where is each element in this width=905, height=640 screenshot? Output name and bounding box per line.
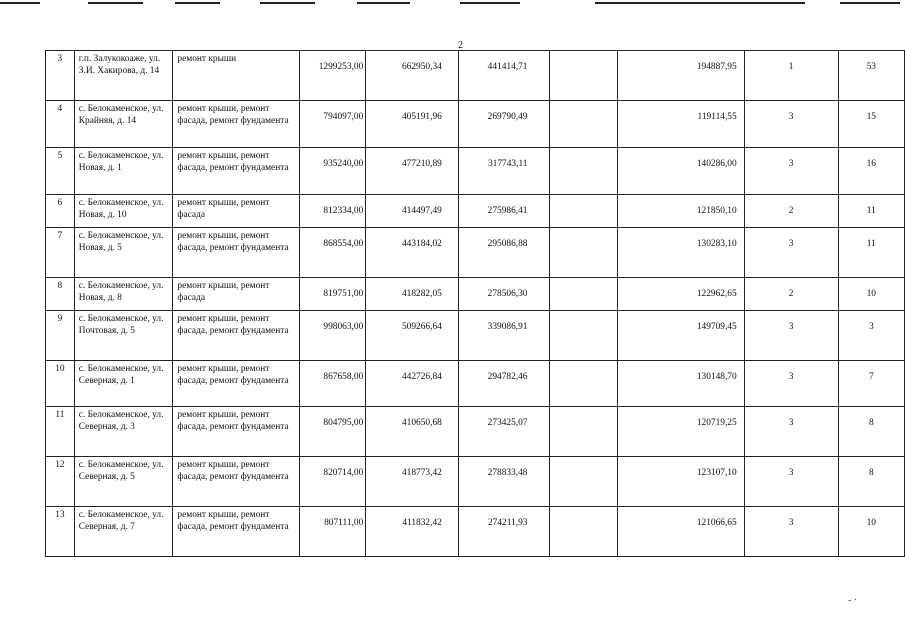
cost-cell xyxy=(366,407,459,457)
count-cell xyxy=(838,51,904,101)
row-number: 12 xyxy=(46,457,75,507)
cost-cell-value: 123107,10 xyxy=(696,468,737,478)
total-cost-cell xyxy=(300,361,366,407)
header-rule-fragment xyxy=(260,2,315,4)
count-cell-value: 11 xyxy=(866,239,876,249)
cost-cell xyxy=(617,228,744,278)
count-cell-value: 11 xyxy=(866,206,876,216)
table-row xyxy=(46,278,905,311)
cost-cell-value: 274211,93 xyxy=(487,518,528,528)
cost-cell-value: 278833,48 xyxy=(487,468,528,478)
cost-cell-value: 442726,84 xyxy=(401,372,442,382)
cost-cell-value: 269790,49 xyxy=(487,112,528,122)
total-cost-cell xyxy=(300,278,366,311)
work-type-cell: ремонт крыши, ремонт фасада, ремонт фундамента xyxy=(173,457,300,507)
total-cost-cell-value: 794097,00 xyxy=(323,112,364,122)
table-row xyxy=(46,228,905,278)
count-cell xyxy=(744,278,838,311)
table-row xyxy=(46,457,905,507)
count-cell-value: 7 xyxy=(868,372,874,382)
work-type-cell: ремонт крыши, ремонт фасада xyxy=(173,195,300,228)
cost-cell xyxy=(458,457,550,507)
cost-cell xyxy=(458,311,550,361)
empty-cell xyxy=(550,407,617,457)
cost-cell-value: 119114,55 xyxy=(697,112,737,122)
count-cell xyxy=(838,278,904,311)
count-cell xyxy=(744,311,838,361)
count-cell-value: 3 xyxy=(788,112,794,122)
cost-cell-value: 149709,45 xyxy=(696,322,737,332)
cost-cell xyxy=(617,361,744,407)
total-cost-cell xyxy=(300,101,366,148)
table-row xyxy=(46,361,905,407)
table-row xyxy=(46,507,905,557)
count-cell-value: 16 xyxy=(866,159,876,169)
empty-cell xyxy=(550,51,617,101)
cost-cell xyxy=(617,507,744,557)
cost-cell xyxy=(366,228,459,278)
count-cell-value: 3 xyxy=(788,239,794,249)
count-cell xyxy=(838,148,904,195)
cost-cell-value: 441414,71 xyxy=(487,62,528,72)
work-type-cell: ремонт крыши, ремонт фасада xyxy=(173,278,300,311)
count-cell-value: 3 xyxy=(788,372,794,382)
cost-cell-value: 411832,42 xyxy=(402,518,442,528)
address-cell: с. Белокаменское, ул. Северная, д. 3 xyxy=(74,407,173,457)
table-row xyxy=(46,407,905,457)
cost-cell xyxy=(458,51,550,101)
table-row xyxy=(46,101,905,148)
cost-cell xyxy=(458,101,550,148)
empty-cell xyxy=(550,101,617,148)
header-rule-fragment xyxy=(357,2,410,4)
empty-cell xyxy=(550,148,617,195)
cost-cell xyxy=(617,278,744,311)
empty-cell xyxy=(550,457,617,507)
count-cell xyxy=(838,407,904,457)
cost-cell-value: 339086,91 xyxy=(487,322,528,332)
work-type-cell: ремонт крыши, ремонт фасада, ремонт фундамента xyxy=(173,228,300,278)
total-cost-cell-value: 1299253,00 xyxy=(318,62,364,72)
address-cell: с. Белокаменское, ул. Северная, д. 7 xyxy=(74,507,173,557)
cost-cell-value: 275986,41 xyxy=(487,206,528,216)
address-cell: с. Белокаменское, ул. Новая, д. 5 xyxy=(74,228,173,278)
page-number: 2 xyxy=(458,40,463,51)
cost-cell xyxy=(458,195,550,228)
table-body xyxy=(46,51,905,557)
row-number: 9 xyxy=(46,311,75,361)
footer-marks: - · xyxy=(848,595,858,606)
count-cell xyxy=(744,507,838,557)
cost-cell xyxy=(458,407,550,457)
total-cost-cell-value: 868554,00 xyxy=(323,239,364,249)
total-cost-cell-value: 867658,00 xyxy=(323,372,364,382)
cost-cell-value: 194887,95 xyxy=(696,62,737,72)
cost-cell xyxy=(617,457,744,507)
count-cell-value: 10 xyxy=(866,518,876,528)
cost-cell xyxy=(366,51,459,101)
cost-cell-value: 120719,25 xyxy=(696,418,737,428)
count-cell xyxy=(744,361,838,407)
address-cell: с. Белокаменское, ул. Новая, д. 10 xyxy=(74,195,173,228)
count-cell-value: 2 xyxy=(788,206,794,216)
count-cell-value: 3 xyxy=(788,468,794,478)
count-cell xyxy=(838,361,904,407)
cost-cell xyxy=(458,361,550,407)
count-cell xyxy=(838,311,904,361)
count-cell-value: 8 xyxy=(868,468,874,478)
repair-table xyxy=(45,50,905,557)
total-cost-cell-value: 819751,00 xyxy=(323,289,364,299)
cost-cell xyxy=(366,311,459,361)
cost-cell-value: 278506,30 xyxy=(487,289,528,299)
count-cell xyxy=(838,101,904,148)
cost-cell xyxy=(617,407,744,457)
total-cost-cell-value: 820714,00 xyxy=(323,468,364,478)
header-rule-fragment xyxy=(460,2,520,4)
total-cost-cell xyxy=(300,311,366,361)
cost-cell xyxy=(617,51,744,101)
count-cell xyxy=(744,148,838,195)
count-cell xyxy=(838,195,904,228)
cost-cell-value: 317743,11 xyxy=(487,159,528,169)
count-cell-value: 3 xyxy=(868,322,874,332)
count-cell-value: 3 xyxy=(788,322,794,332)
work-type-cell: ремонт крыши, ремонт фасада, ремонт фундамента xyxy=(173,407,300,457)
cost-cell xyxy=(366,507,459,557)
total-cost-cell xyxy=(300,51,366,101)
table-row xyxy=(46,195,905,228)
address-cell: с. Белокаменское, ул. Северная, д. 5 xyxy=(74,457,173,507)
header-rule-fragment xyxy=(88,2,143,4)
cost-cell xyxy=(458,228,550,278)
cost-cell xyxy=(458,148,550,195)
count-cell-value: 53 xyxy=(866,62,876,72)
header-rule-fragment xyxy=(595,2,805,4)
work-type-cell: ремонт крыши, ремонт фасада, ремонт фундамента xyxy=(173,311,300,361)
row-number: 10 xyxy=(46,361,75,407)
cost-cell xyxy=(617,311,744,361)
count-cell xyxy=(744,457,838,507)
cost-cell xyxy=(617,195,744,228)
count-cell-value: 1 xyxy=(788,62,794,72)
count-cell-value: 3 xyxy=(788,518,794,528)
total-cost-cell xyxy=(300,407,366,457)
row-number: 8 xyxy=(46,278,75,311)
total-cost-cell xyxy=(300,507,366,557)
count-cell xyxy=(838,507,904,557)
cost-cell-value: 130283,10 xyxy=(696,239,737,249)
cost-cell-value: 418282,05 xyxy=(401,289,442,299)
total-cost-cell-value: 804795,00 xyxy=(323,418,364,428)
table-row xyxy=(46,311,905,361)
work-type-cell: ремонт крыши, ремонт фасада, ремонт фундамента xyxy=(173,507,300,557)
row-number: 11 xyxy=(46,407,75,457)
count-cell xyxy=(744,228,838,278)
cost-cell-value: 121066,65 xyxy=(696,518,737,528)
cost-cell-value: 418773,42 xyxy=(401,468,442,478)
cost-cell-value: 294782,46 xyxy=(487,372,528,382)
address-cell: с. Белокаменское, ул. Крайняя, д. 14 xyxy=(74,101,173,148)
empty-cell xyxy=(550,361,617,407)
count-cell-value: 2 xyxy=(788,289,794,299)
cost-cell-value: 662950,34 xyxy=(401,62,442,72)
row-number: 7 xyxy=(46,228,75,278)
cost-cell-value: 405191,96 xyxy=(401,112,442,122)
total-cost-cell xyxy=(300,195,366,228)
cost-cell xyxy=(617,101,744,148)
address-cell: с. Белокаменское, ул. Новая, д. 8 xyxy=(74,278,173,311)
cost-cell-value: 273425,07 xyxy=(487,418,528,428)
count-cell xyxy=(838,457,904,507)
cost-cell-value: 122962,65 xyxy=(696,289,737,299)
count-cell xyxy=(744,51,838,101)
count-cell-value: 15 xyxy=(866,112,876,122)
cost-cell xyxy=(366,278,459,311)
address-cell: г.п. Залукокоаже, ул. З.И. Хакирова, д. 14 xyxy=(74,51,173,101)
cost-cell-value: 443184,02 xyxy=(401,239,442,249)
cost-cell-value: 295086,88 xyxy=(487,239,528,249)
work-type-cell: ремонт крыши, ремонт фасада, ремонт фундамента xyxy=(173,361,300,407)
cost-cell xyxy=(366,148,459,195)
cost-cell xyxy=(617,148,744,195)
address-cell: с. Белокаменское, ул. Северная, д. 1 xyxy=(74,361,173,407)
cost-cell-value: 410650,68 xyxy=(401,418,442,428)
row-number: 4 xyxy=(46,101,75,148)
header-rule-fragment xyxy=(175,2,220,4)
empty-cell xyxy=(550,228,617,278)
cost-cell-value: 477210,89 xyxy=(401,159,442,169)
total-cost-cell-value: 998063,00 xyxy=(323,322,364,332)
row-number: 5 xyxy=(46,148,75,195)
count-cell-value: 10 xyxy=(866,289,876,299)
count-cell xyxy=(838,228,904,278)
empty-cell xyxy=(550,507,617,557)
empty-cell xyxy=(550,278,617,311)
cost-cell xyxy=(366,457,459,507)
work-type-cell: ремонт крыши xyxy=(173,51,300,101)
cost-cell xyxy=(366,101,459,148)
count-cell-value: 3 xyxy=(788,418,794,428)
total-cost-cell xyxy=(300,457,366,507)
address-cell: с. Белокаменское, ул. Почтовая, д. 5 xyxy=(74,311,173,361)
work-type-cell: ремонт крыши, ремонт фасада, ремонт фундамента xyxy=(173,101,300,148)
row-number: 3 xyxy=(46,51,75,101)
table-row xyxy=(46,51,905,101)
cost-cell xyxy=(458,278,550,311)
row-number: 6 xyxy=(46,195,75,228)
cost-cell-value: 130148,70 xyxy=(696,372,737,382)
count-cell-value: 8 xyxy=(868,418,874,428)
cost-cell-value: 509266,64 xyxy=(401,322,442,332)
empty-cell xyxy=(550,195,617,228)
cost-cell-value: 121850,10 xyxy=(696,206,737,216)
work-type-cell: ремонт крыши, ремонт фасада, ремонт фундамента xyxy=(173,148,300,195)
cost-cell xyxy=(458,507,550,557)
count-cell xyxy=(744,101,838,148)
header-rule-fragment xyxy=(840,2,900,4)
count-cell-value: 3 xyxy=(788,159,794,169)
header-rule-fragment xyxy=(0,2,40,4)
total-cost-cell-value: 812334,00 xyxy=(323,206,364,216)
cost-cell xyxy=(366,361,459,407)
total-cost-cell xyxy=(300,228,366,278)
count-cell xyxy=(744,195,838,228)
cost-cell-value: 414497,49 xyxy=(401,206,442,216)
cost-cell xyxy=(366,195,459,228)
cost-cell-value: 140286,00 xyxy=(696,159,737,169)
total-cost-cell xyxy=(300,148,366,195)
empty-cell xyxy=(550,311,617,361)
count-cell xyxy=(744,407,838,457)
total-cost-cell-value: 807111,00 xyxy=(324,518,364,528)
table-row xyxy=(46,148,905,195)
row-number: 13 xyxy=(46,507,75,557)
address-cell: с. Белокаменское, ул. Новая, д. 1 xyxy=(74,148,173,195)
total-cost-cell-value: 935240,00 xyxy=(323,159,364,169)
